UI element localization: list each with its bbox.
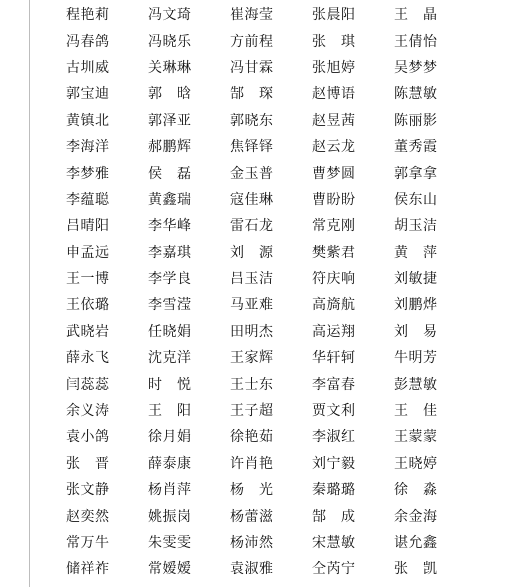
name-cell: 李雪滢: [148, 297, 192, 314]
name-cell: 黄鑫瑞: [148, 191, 192, 208]
name-cell: 冯甘霖: [230, 59, 274, 76]
name-cell: 刘 源: [230, 244, 274, 261]
name-cell: 郜 成: [312, 508, 356, 525]
name-cell: 刘鹏烨: [394, 297, 438, 314]
name-cell: 薛泰康: [148, 455, 192, 472]
name-cell: 田明杰: [230, 323, 274, 340]
name-cell: 姚振岗: [148, 508, 192, 525]
name-cell: 张晨阳: [312, 7, 356, 24]
name-cell: 华轩轲: [312, 350, 356, 367]
name-cell: 吕玉洁: [230, 271, 274, 288]
name-cell: 符庆响: [312, 271, 356, 288]
name-cell: 薛永飞: [66, 350, 110, 367]
name-cell: 王蒙蒙: [394, 429, 438, 446]
name-cell: 时 悦: [148, 376, 192, 393]
name-cell: 古圳威: [66, 59, 110, 76]
name-cell: 李淑红: [312, 429, 356, 446]
name-cell: 张 琪: [312, 33, 356, 50]
name-cell: 余金海: [394, 508, 438, 525]
name-cell: 武晓岩: [66, 323, 110, 340]
name-cell: 杨肖萍: [148, 482, 192, 499]
name-cell: 常嫒嫒: [148, 561, 192, 578]
name-cell: 李富春: [312, 376, 356, 393]
name-cell: 冯晓乐: [148, 33, 192, 50]
name-cell: 胡玉洁: [394, 218, 438, 235]
name-cell: 郭拿拿: [394, 165, 438, 182]
name-cell: 贾文利: [312, 403, 356, 420]
name-cell: 李华峰: [148, 218, 192, 235]
name-cell: 徐 淼: [394, 482, 438, 499]
name-cell: 樊紫君: [312, 244, 356, 261]
name-cell: 吴梦梦: [394, 59, 438, 76]
name-cell: 沈克洋: [148, 350, 192, 367]
name-cell: 常万牛: [66, 535, 110, 551]
name-cell: 杨 光: [230, 482, 274, 499]
name-cell: 刘敏捷: [394, 271, 438, 288]
name-cell: 金玉普: [230, 165, 274, 182]
name-cell: 郭 晗: [148, 86, 192, 103]
name-cell: 侯东山: [394, 191, 438, 208]
name-cell: 关琳琳: [148, 59, 192, 76]
name-cell: 王 佳: [394, 403, 438, 420]
name-cell: 李学良: [148, 271, 192, 288]
name-cell: 袁小鸽: [66, 429, 110, 446]
name-cell: 侯 磊: [148, 165, 192, 182]
name-cell: 李嘉琪: [148, 244, 192, 261]
name-cell: 郝鹏辉: [148, 139, 192, 156]
name-list-grid: [66, 2, 466, 583]
name-cell: 任晓娟: [148, 323, 192, 340]
name-cell: 黄 萍: [394, 244, 438, 261]
name-cell: 袁淑雅: [230, 561, 274, 578]
page-margin-line: [29, 0, 30, 587]
name-cell: 王一博: [66, 271, 110, 288]
name-cell: 曹盼盼: [312, 191, 356, 208]
name-cell: 高运翔: [312, 323, 356, 340]
name-cell: 黄镇北: [66, 112, 110, 129]
name-cell: 赵博语: [312, 86, 356, 103]
name-cell: 秦璐璐: [312, 482, 356, 499]
name-cell: 李蕴聪: [66, 191, 110, 208]
name-cell: 李梦雅: [66, 165, 110, 182]
name-cell: 董秀霞: [394, 139, 438, 156]
name-cell: 曹梦圆: [312, 165, 356, 182]
name-cell: 申孟远: [66, 244, 110, 261]
name-cell: 闫蕊蕊: [66, 376, 110, 393]
name-cell: 张旭婷: [312, 59, 356, 76]
name-cell: 陈慧敏: [394, 86, 438, 103]
name-cell: 马亚难: [230, 297, 274, 314]
name-cell: 余义涛: [66, 403, 110, 420]
name-cell: 王家辉: [230, 350, 274, 367]
name-cell: 许肖艳: [230, 455, 274, 472]
name-cell: 张 凯: [394, 561, 438, 578]
name-cell: 方前程: [230, 33, 274, 50]
name-cell: 彭慧敏: [394, 376, 438, 393]
name-cell: 常克刚: [312, 218, 356, 235]
name-cell: 寇佳琳: [230, 191, 274, 208]
name-cell: 谌允鑫: [394, 535, 438, 551]
name-cell: 赵奕然: [66, 508, 110, 525]
name-cell: 焦铎铎: [230, 139, 274, 156]
name-cell: 赵云龙: [312, 139, 356, 156]
name-cell: 朱雯雯: [148, 535, 192, 551]
name-cell: 王士东: [230, 376, 274, 393]
name-cell: 王晓婷: [394, 455, 438, 472]
name-cell: 储祥祚: [66, 561, 110, 578]
name-cell: 王 阳: [148, 403, 192, 420]
name-cell: 郭晓东: [230, 112, 274, 129]
name-cell: 王 晶: [394, 7, 438, 24]
name-cell: 王倩怡: [394, 33, 438, 50]
name-cell: 徐月娟: [148, 429, 192, 446]
name-cell: 赵昱茜: [312, 112, 356, 129]
name-cell: 陈丽影: [394, 112, 438, 129]
name-cell: 吕晴阳: [66, 218, 110, 235]
name-cell: 郜 琛: [230, 86, 274, 103]
name-cell: 王子超: [230, 403, 274, 420]
name-cell: 郭泽亚: [148, 112, 192, 129]
name-cell: 徐艳茹: [230, 429, 274, 446]
name-cell: 仝芮宁: [312, 561, 356, 578]
name-cell: 刘宁毅: [312, 455, 356, 472]
name-cell: 雷石龙: [230, 218, 274, 235]
name-cell: 杨蕾滋: [230, 508, 274, 525]
name-cell: 宋慧敏: [312, 535, 356, 551]
name-cell: 张文静: [66, 482, 110, 499]
name-cell: 崔海莹: [230, 7, 274, 24]
name-cell: 王依璐: [66, 297, 110, 314]
name-cell: 冯春鸽: [66, 33, 110, 50]
name-cell: 杨沛然: [230, 535, 274, 551]
name-cell: 刘 易: [394, 323, 438, 340]
name-cell: 程艳莉: [66, 7, 110, 24]
name-cell: 郭宝迪: [66, 86, 110, 103]
name-cell: 牛明芳: [394, 350, 438, 367]
name-cell: 高旖航: [312, 297, 356, 314]
name-cell: 冯文琦: [148, 7, 192, 24]
name-cell: 李海洋: [66, 139, 110, 156]
name-cell: 张 晋: [66, 455, 110, 472]
